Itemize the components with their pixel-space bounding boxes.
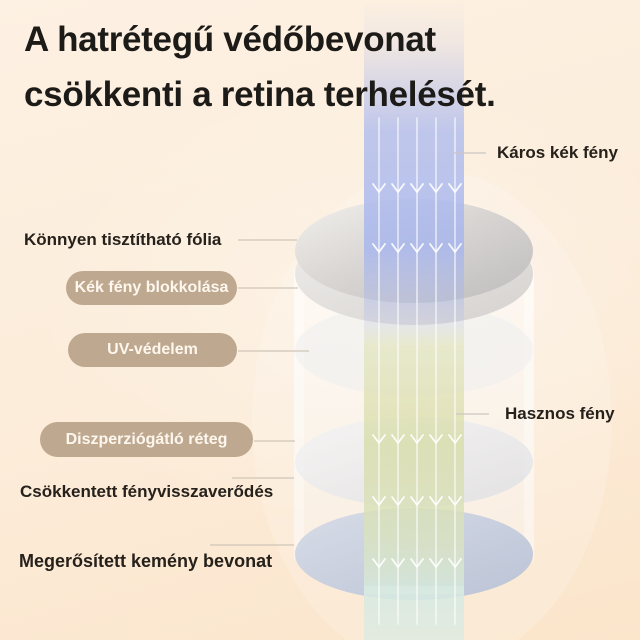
label-reduced-reflection: Csökkentett fényvisszaverődés <box>20 482 274 501</box>
label-harmful-blue-light: Káros kék fény <box>497 143 618 162</box>
badge-uv-protection: UV-védelem <box>68 333 237 367</box>
badge-blue-light-blocking: Kék fény blokkolása <box>66 271 237 305</box>
label-useful-light: Hasznos fény <box>505 404 615 423</box>
headline-line-2: csökkenti a retina terhelését. <box>24 75 496 114</box>
badge-anti-dispersion-layer: Diszperziógátló réteg <box>40 422 253 457</box>
headline-line-1: A hatrétegű védőbevonat <box>24 20 436 59</box>
headline <box>24 12 496 122</box>
label-reinforced-hard-coating: Megerősített kemény bevonat <box>19 551 273 571</box>
label-easy-clean-film: Könnyen tisztítható fólia <box>24 230 222 249</box>
